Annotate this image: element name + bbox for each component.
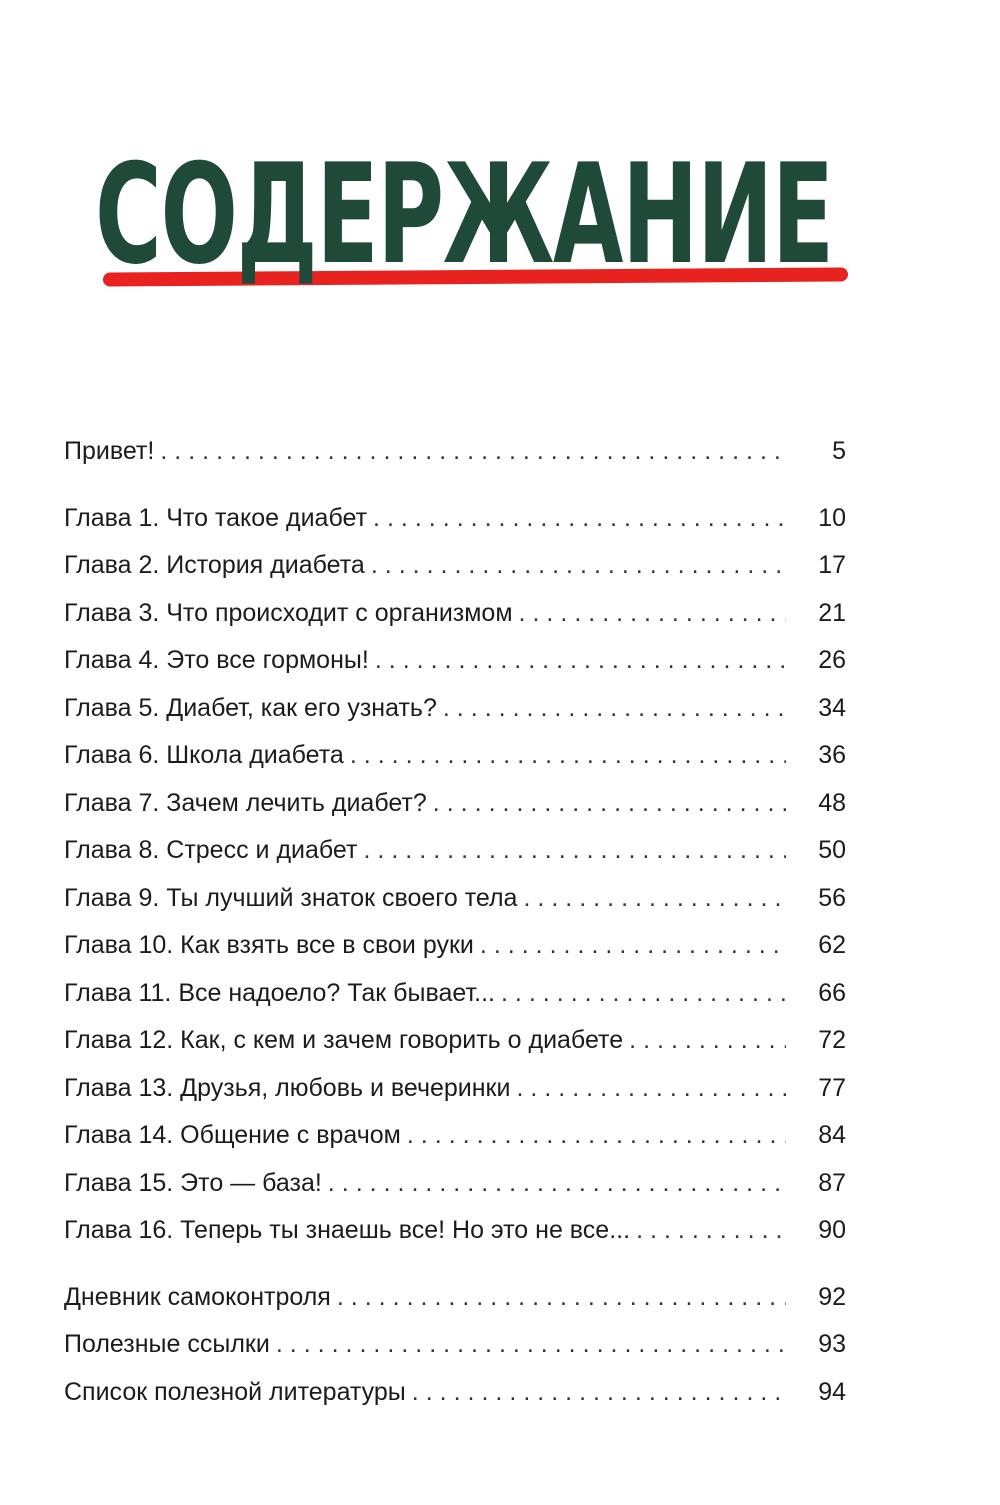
toc-entry bbox=[64, 1274, 846, 1322]
toc-entry bbox=[64, 637, 846, 685]
toc-entry-page: 94 bbox=[818, 1377, 846, 1406]
toc-leader-dots bbox=[629, 1017, 786, 1065]
toc-entry bbox=[64, 1065, 846, 1113]
toc-leader-dots bbox=[373, 495, 786, 543]
toc-entry bbox=[64, 1321, 846, 1369]
toc-entry-title: Глава 5. Диабет, как его узнать? bbox=[64, 693, 437, 722]
toc-leader-dots bbox=[412, 1369, 786, 1417]
toc-entry-page: 36 bbox=[818, 741, 846, 769]
toc-entry-title: Дневник самоконтроля bbox=[64, 1282, 331, 1311]
toc-entry bbox=[64, 428, 846, 476]
toc-leader-dots bbox=[328, 1160, 786, 1208]
toc-leader-dots bbox=[480, 922, 786, 970]
toc-entry-title: Глава 3. Что происходит с организмом bbox=[64, 598, 513, 627]
toc-entry-title: Глава 11. Все надоело? Так бывает... bbox=[64, 978, 495, 1007]
toc-entry-page: 34 bbox=[818, 693, 846, 722]
toc-entry-page: 21 bbox=[818, 598, 846, 627]
toc-entry bbox=[64, 922, 846, 970]
toc-entry-page: 72 bbox=[818, 1026, 846, 1054]
toc-leader-dots bbox=[443, 685, 786, 733]
toc-entry-title: Глава 14. Общение с врачом bbox=[64, 1121, 401, 1149]
toc-entry-title: Полезные ссылки bbox=[64, 1330, 270, 1358]
toc-entry-page: 77 bbox=[818, 1073, 846, 1102]
toc-entry-title: Глава 1. Что такое диабет bbox=[64, 503, 368, 532]
toc-entry bbox=[64, 875, 846, 923]
toc-leader-dots bbox=[160, 428, 786, 476]
toc-leader-dots bbox=[337, 1274, 786, 1322]
toc-entry-page: 26 bbox=[818, 646, 846, 674]
toc-entry-page: 17 bbox=[818, 551, 846, 579]
toc-entry-title: Глава 7. Зачем лечить диабет? bbox=[64, 788, 427, 817]
toc-entry bbox=[64, 1369, 846, 1417]
toc-entry-title: Привет! bbox=[64, 437, 155, 465]
toc-leader-dots bbox=[350, 732, 786, 780]
toc-leader-dots bbox=[363, 827, 786, 875]
toc-entry bbox=[64, 685, 846, 733]
toc-entry-page: 93 bbox=[818, 1330, 846, 1358]
toc-entry bbox=[64, 1160, 846, 1208]
toc-entry-page: 62 bbox=[818, 931, 846, 959]
toc-entry-page: 66 bbox=[818, 978, 846, 1007]
toc-entry bbox=[64, 1017, 846, 1065]
toc-group-chapters bbox=[64, 495, 846, 1255]
toc-entry-title: Глава 6. Школа диабета bbox=[64, 741, 344, 769]
toc-entry-page: 56 bbox=[818, 883, 846, 912]
toc-leader-dots bbox=[519, 590, 786, 638]
toc-entry-page: 90 bbox=[818, 1216, 846, 1244]
toc-leader-dots bbox=[276, 1321, 786, 1369]
toc-entry-title: Глава 10. Как взять все в свои руки bbox=[64, 931, 474, 959]
toc-entry-title: Глава 16. Теперь ты знаешь все! Но это не все... bbox=[64, 1216, 631, 1244]
toc-group-appendix bbox=[64, 1274, 846, 1417]
toc-entry bbox=[64, 780, 846, 828]
page-title-block bbox=[95, 134, 855, 310]
toc-entry-title: Глава 12. Как, с кем и зачем говорить о диабете bbox=[64, 1026, 624, 1054]
toc-leader-dots bbox=[433, 780, 786, 828]
toc-entry bbox=[64, 1207, 846, 1255]
toc-entry bbox=[64, 732, 846, 780]
toc-entry-page: 92 bbox=[818, 1282, 846, 1311]
toc-entry-page: 10 bbox=[818, 503, 846, 532]
toc-entry bbox=[64, 970, 846, 1018]
table-of-contents bbox=[64, 428, 846, 1435]
toc-leader-dots bbox=[407, 1112, 786, 1160]
toc-leader-dots bbox=[371, 542, 786, 590]
toc-entry-title: Глава 9. Ты лучший знаток своего тела bbox=[64, 883, 518, 912]
toc-entry-title: Список полезной литературы bbox=[64, 1377, 406, 1406]
toc-leader-dots bbox=[501, 970, 786, 1018]
toc-leader-dots bbox=[516, 1065, 786, 1113]
toc-leader-dots bbox=[523, 875, 786, 923]
toc-entry-title: Глава 13. Друзья, любовь и вечеринки bbox=[64, 1073, 511, 1102]
toc-entry-page: 48 bbox=[818, 788, 846, 817]
toc-entry-page: 5 bbox=[832, 437, 846, 465]
toc-entry bbox=[64, 542, 846, 590]
toc-entry-title: Глава 4. Это все гормоны! bbox=[64, 646, 369, 674]
toc-entry-title: Глава 8. Стресс и диабет bbox=[64, 836, 358, 864]
toc-entry bbox=[64, 827, 846, 875]
toc-entry bbox=[64, 1112, 846, 1160]
toc-entry-page: 84 bbox=[818, 1121, 846, 1149]
toc-group-intro bbox=[64, 428, 846, 476]
toc-entry-page: 87 bbox=[818, 1168, 846, 1197]
toc-entry-title: Глава 15. Это — база! bbox=[64, 1168, 322, 1197]
toc-leader-dots bbox=[375, 637, 786, 685]
toc-leader-dots bbox=[636, 1207, 786, 1255]
toc-entry-title: Глава 2. История диабета bbox=[64, 551, 365, 579]
toc-entry bbox=[64, 495, 846, 543]
toc-entry bbox=[64, 590, 846, 638]
page-title: СОДЕРЖАНИЕ bbox=[95, 134, 833, 295]
toc-entry-page: 50 bbox=[818, 836, 846, 864]
